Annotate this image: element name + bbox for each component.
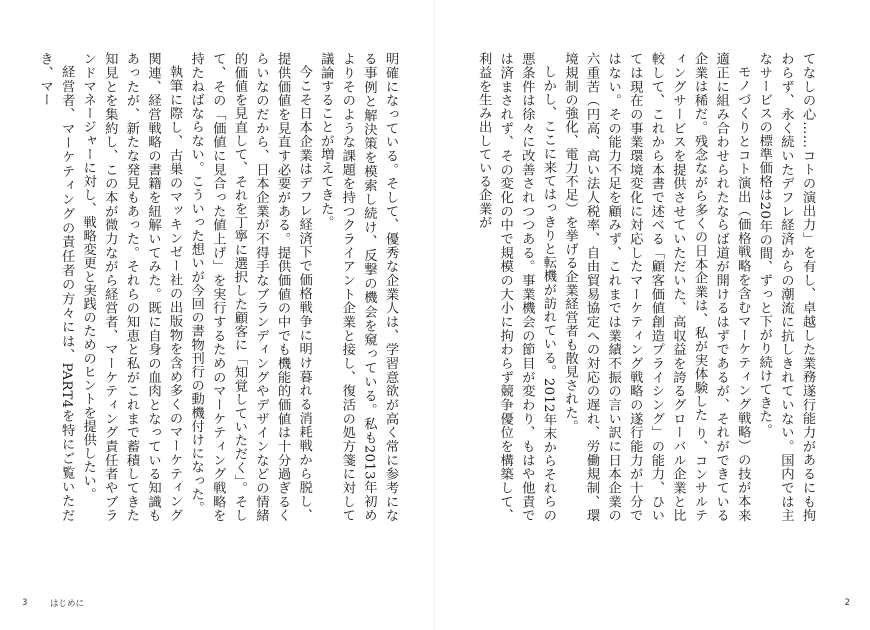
- left-page-body: [31, 52, 401, 522]
- paragraph: 明確になっている。そして、優秀な企業人は、学習意欲が高く常に参考になる事例と解決策を模索し続け、反撃の機会を窺っている。私も2013年初めよりそのような課題を持つクライアント企業と接し、復活の処方箋に対して議論することが増えてきた。: [318, 52, 398, 522]
- right-page-body: [448, 52, 818, 522]
- running-head: はじめに: [50, 599, 85, 609]
- paragraph: てなしの心……コトの演出力」を有し、卓越した業務遂行能力があるにも拘わらず、永く続いたデフレ経済からの潮流に抗しきれていない。国内では主なサービスの標準価格は20年の間、ずっと下がり続けてきた。: [756, 52, 815, 522]
- page-number: 2: [844, 598, 850, 608]
- paragraph: 執筆に際し、古巣のマッキンゼー社の出版物を含め多くのマーケティング関連、経営戦略の書籍を紐解いてみた。既に自身の血肉となっている知識もあったが、新たな発見もあった。それらの知恵と私がこれまで蓄積してきた知見とを集約し、この本が微力ながら経営者、マーケティング責任者やブランドマネージャーに対し、戦略変更と実践のためのヒントを提供したい。: [80, 52, 183, 522]
- paragraph: 経営者、マーケティングの責任者の方々には、PART4を特にご覧いただき、マー: [37, 52, 75, 522]
- right-page: [435, 0, 870, 630]
- paragraph: 今こそ日本企業はデフレ経済下で価格戦争に明け暮れる消耗戦から脱し、提供価値を見直す必要がある。提供価値の中でも機能的価値は十分過ぎるくらいなのだから、日本企業が不得手なブランディングやデザインなどの情緒的価値を見直して、それを丁寧に選択した顧客に「知覚していただく」。そして、その「価値に見合った値上げ」を実行するためのマーケティング戦略を持たねばならない。こういった想いが今回の書物刊行の動機付けになった。: [188, 52, 312, 522]
- paragraph: しかし、ここに来てはっきりと転機が訪れている。2012年末からそれらの悪条件は徐々に改善されつつある。事業機会の節目が変わり、もはや他責では済まされず、その変化の中で規模の大小に拘わらず競争優位を構築して、利益を生み出している企業が: [476, 52, 556, 522]
- page-number: 3: [22, 598, 28, 608]
- paragraph: モノづくりとコト演出（価格戦略を含むマーケティング戦略）の技が本来適正に組み合わせられたならば道が開けるはずであるが、それができている企業は稀だ。残念ながら多くの日本企業は、私が実体験した り、コンサルティングサービスを提供させていただいた、高収益を誇るグローバル企業と比較して、これから本書で述べる「顧客価値創造プライシング」の能力、ひいては現在の事業環境変化に対応したマーケティング戦略の遂行能力が十分ではない。その能力不足を顧みず、これまでは業績不振の言い訳に日本企業の六重苦（円高、高い法人税率、自由貿易協定への対応の遅れ、労働規制、環境規制の強化、電力不足）を挙げる企業経営者も散見された。: [562, 52, 751, 522]
